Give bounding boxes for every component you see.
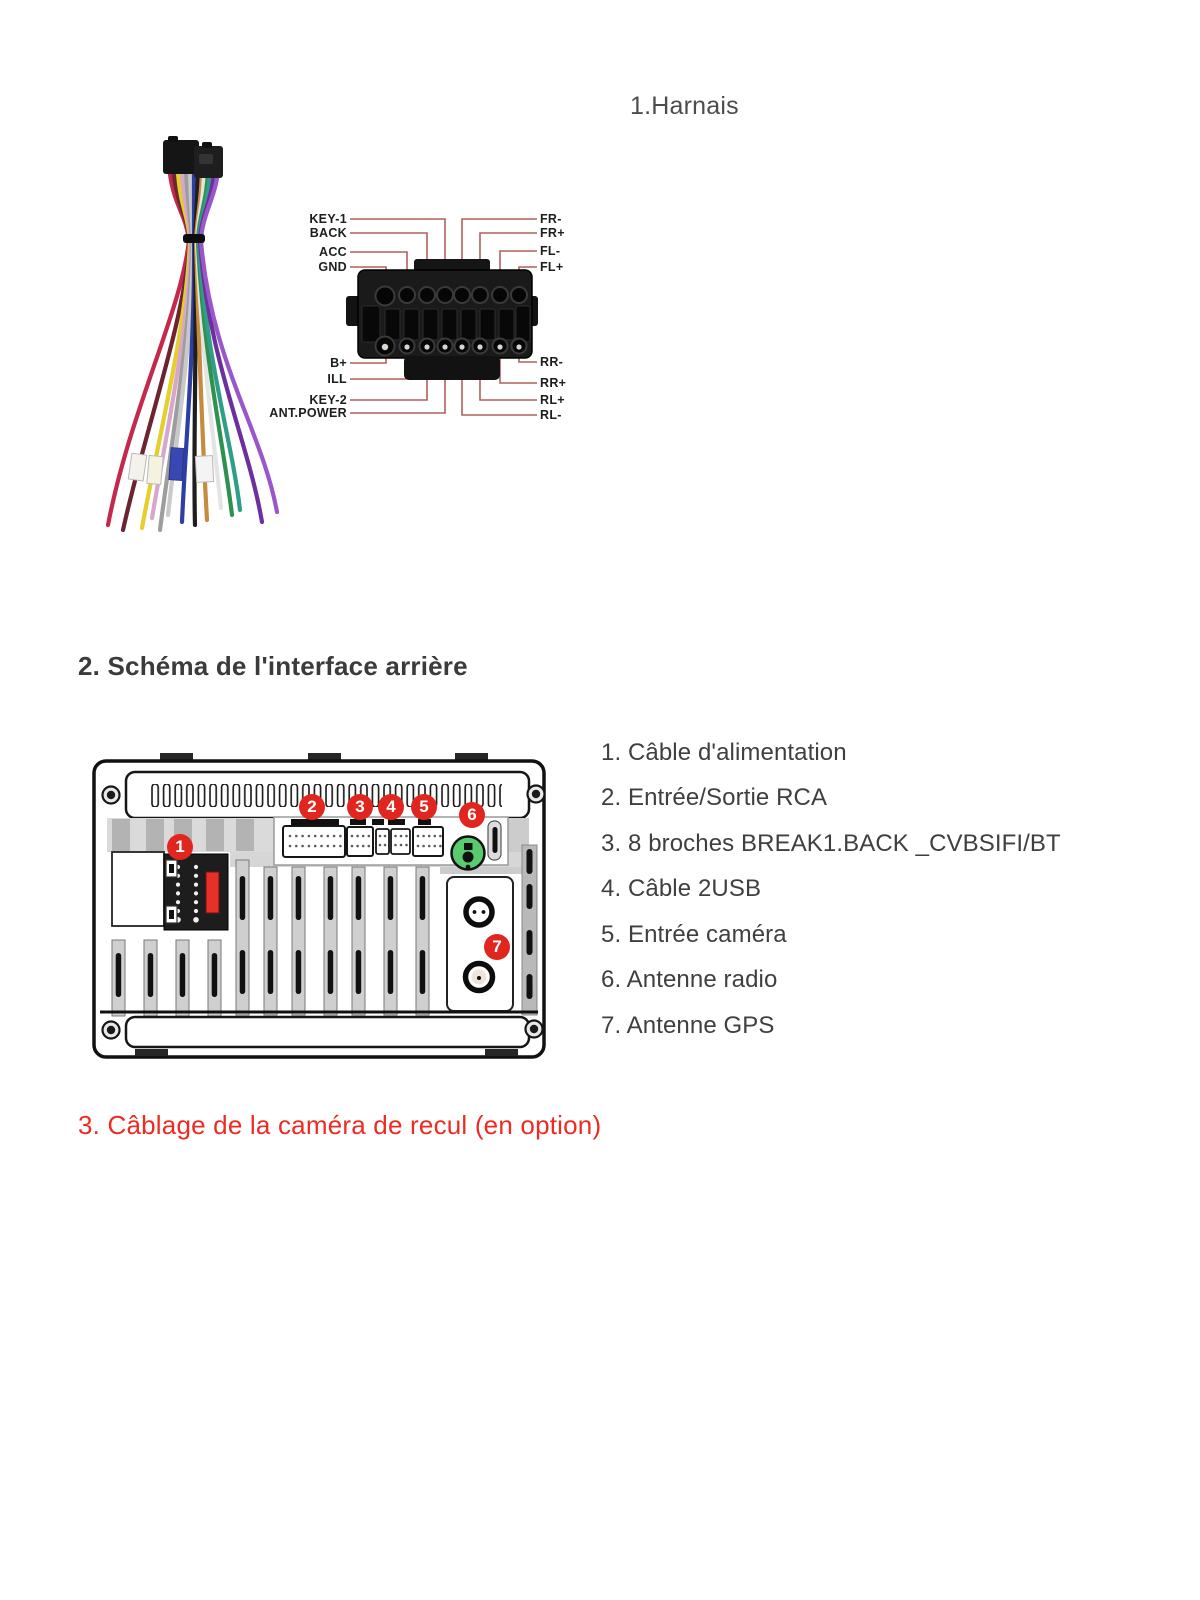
- pin-label-acc: ACC: [319, 245, 347, 259]
- vent-slots: [150, 784, 502, 807]
- usb-connector: [391, 829, 410, 854]
- pin-label-key1: KEY-1: [309, 212, 347, 226]
- power-connector-block: [164, 854, 228, 930]
- pin-label-fl-minus: FL-: [540, 244, 561, 258]
- side-slot: [488, 821, 501, 860]
- callout-5: 5: [411, 794, 437, 820]
- legend-item-1: 1. Câble d'alimentation: [601, 738, 847, 766]
- cable-tie: [183, 234, 205, 243]
- callout-1: 1: [167, 834, 193, 860]
- pin-label-back: BACK: [309, 226, 347, 240]
- pin-label-bplus: B+: [330, 356, 347, 370]
- callout-7: 7: [484, 934, 510, 960]
- section2-heading: 2. Schéma de l'interface arrière: [78, 651, 468, 681]
- pin-label-rr-minus: RR-: [540, 355, 564, 369]
- callout-3: 3: [347, 794, 373, 820]
- pin-label-fr-plus: FR+: [540, 226, 565, 240]
- radio-antenna-connector: [452, 837, 485, 870]
- legend-item-2: 2. Entrée/Sortie RCA: [601, 784, 828, 812]
- pin-label-key2: KEY-2: [309, 393, 347, 407]
- left-white-box: [112, 852, 164, 926]
- legend-item-5: 5. Entrée caméra: [601, 920, 787, 948]
- rca-connector: [283, 826, 345, 857]
- rear-panel-drawing: [85, 740, 555, 1065]
- pin-label-gnd: GND: [318, 260, 347, 274]
- rear-panel-legend: [601, 730, 1061, 1049]
- callout-6: 6: [459, 802, 485, 828]
- callout-2: 2: [299, 794, 325, 820]
- pin-label-ill: ILL: [327, 372, 347, 386]
- legend-item-4: 4. Câble 2USB: [601, 875, 762, 903]
- camera-connector: [413, 827, 443, 856]
- rear-interface-figure: [85, 740, 555, 1065]
- section1-title: 1.Harnais: [630, 92, 739, 120]
- pin-label-rl-minus: RL-: [540, 408, 562, 422]
- harness-pinout-diagram: [268, 195, 608, 435]
- connector-body: [346, 259, 538, 380]
- aux-connector: [376, 829, 389, 854]
- legend-item-6: 6. Antenne radio: [601, 966, 778, 994]
- pin-label-antpower: ANT.POWER: [269, 406, 347, 420]
- pin-label-fr-minus: FR-: [540, 212, 562, 226]
- break-connector: [347, 827, 373, 856]
- harness-connector-plug: [163, 136, 223, 178]
- callout-4: 4: [378, 794, 404, 820]
- bottom-bar: [126, 1017, 529, 1047]
- pin-label-rl-plus: RL+: [540, 393, 565, 407]
- legend-item-7: 7. Antenne GPS: [601, 1011, 775, 1039]
- pin-label-fl-plus: FL+: [540, 260, 564, 274]
- legend-item-3: 3. 8 broches BREAK1.BACK _CVBSIFI/BT: [601, 829, 1061, 857]
- section3-heading: 3. Câblage de la caméra de recul (en option): [78, 1110, 602, 1140]
- pin-label-rr-plus: RR+: [540, 376, 567, 390]
